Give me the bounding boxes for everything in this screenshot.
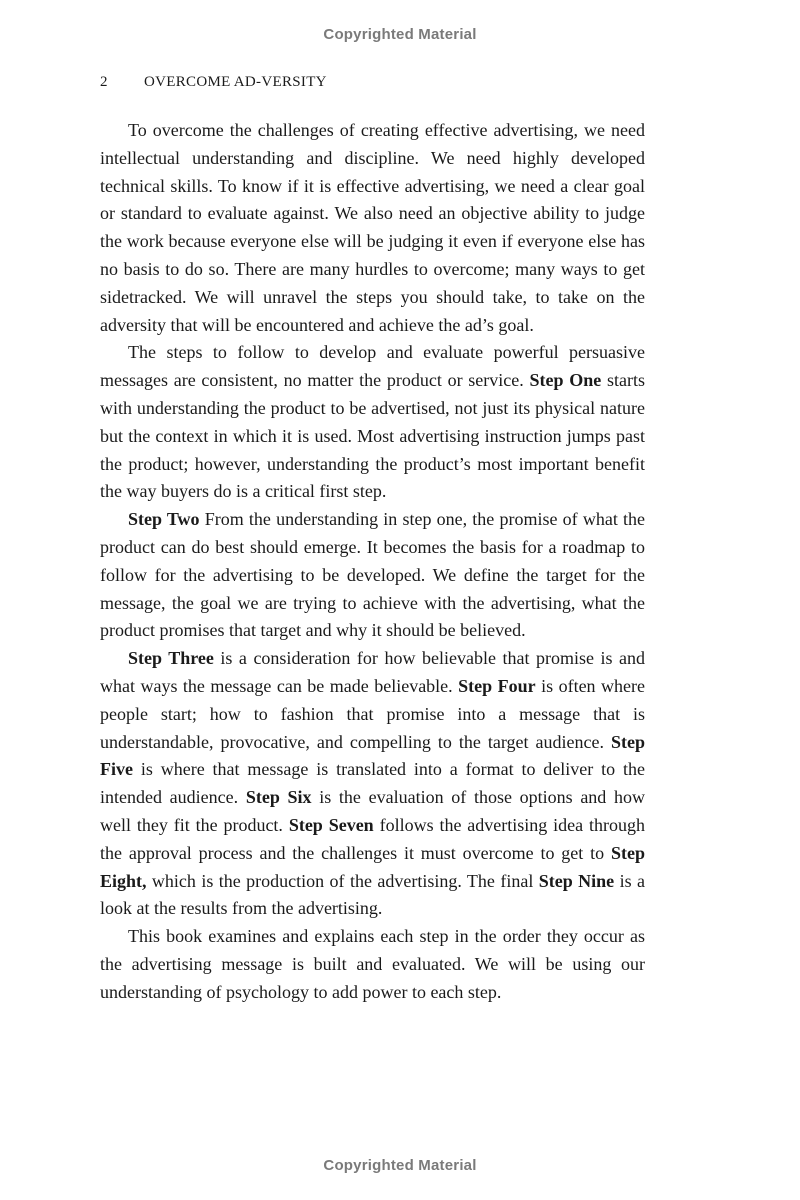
running-head-title: OVERCOME AD-VERSITY [144, 74, 327, 90]
paragraph-4-text-b: is often where people start; how to fashion that promise into a message that is understandable, provocative, and compelling to the target audience. [100, 675, 646, 752]
step-seven-heading: Step Seven [288, 814, 374, 835]
paragraph-2-text-a: The steps to follow to develop and evaluate powerful persuasive messages are consistent, no matter the product or service. [100, 342, 645, 391]
step-one-heading: Step One [529, 370, 602, 391]
paragraph-2-text-b: starts with understanding the product to be advertised, not just its physical nature but the context in which it is used. Most advertising instruction jumps past the product; however, understanding the product’s most important benefit the way buyers do is a critical first step. [100, 370, 645, 502]
page-number: 2 [100, 74, 108, 90]
paragraph-4-text-a: is a consideration for how believable that promise is and what ways the message can be made believable. [100, 648, 646, 696]
step-five-heading: Step Five [100, 731, 645, 780]
copyright-watermark-bottom: Copyrighted Material [323, 1157, 477, 1174]
paragraph-4 [100, 645, 645, 923]
running-head [100, 74, 327, 91]
paragraph-2 [100, 339, 645, 506]
step-nine-heading: Step Nine [538, 870, 615, 891]
step-three-heading: Step Three [128, 648, 214, 669]
body-text [100, 117, 645, 1007]
paragraph-5: This book examines and explains each step in the order they occur as the advertising message is built and evaluated. We will be using our understanding of psychology to add power to each step. [100, 926, 645, 1002]
paragraph-4-text-c: is where that message is translated into a format to deliver to the intended audience. [100, 759, 645, 808]
copyright-watermark-top: Copyrighted Material [323, 26, 477, 43]
paragraph-3-text-a: From the understanding in step one, the promise of what the product can do best should emerge. It becomes the basis for a roadmap to follow for the advertising to be developed. We define the target for the message, the goal we are trying to achieve with the advertising, what the product promises that target and why it should be believed. [100, 509, 645, 641]
paragraph-1: To overcome the challenges of creating effective advertising, we need intellectual understanding and discipline. We need highly developed technical skills. To know if it is effective advertising, we need a clear goal or standard to evaluate against. We also need an objective ability to judge the work because everyone else will be judging it even if everyone else has no basis to do so. There are many hurdles to overcome; many ways to get sidetracked. We will unravel the steps you should take, to take on the adversity that will be encountered and achieve the ad’s goal. [100, 120, 645, 335]
step-six-heading: Step Six [245, 787, 312, 808]
paragraph-4-text-g: is a look at the results from the advertising. [100, 870, 645, 919]
paragraph-4-text-f: which is the production of the advertising. The final [146, 870, 539, 891]
paragraph-4-text-e: follows the advertising idea through the approval process and the challenges it must overcome to get to [100, 814, 646, 863]
step-eight-heading: Step Eight, [100, 842, 645, 891]
step-four-heading: Step Four [458, 675, 536, 696]
paragraph-3 [100, 506, 645, 645]
paragraph-4-text-d: is the evaluation of those options and how well they fit the product. [100, 787, 645, 835]
step-two-heading: Step Two [128, 509, 200, 530]
